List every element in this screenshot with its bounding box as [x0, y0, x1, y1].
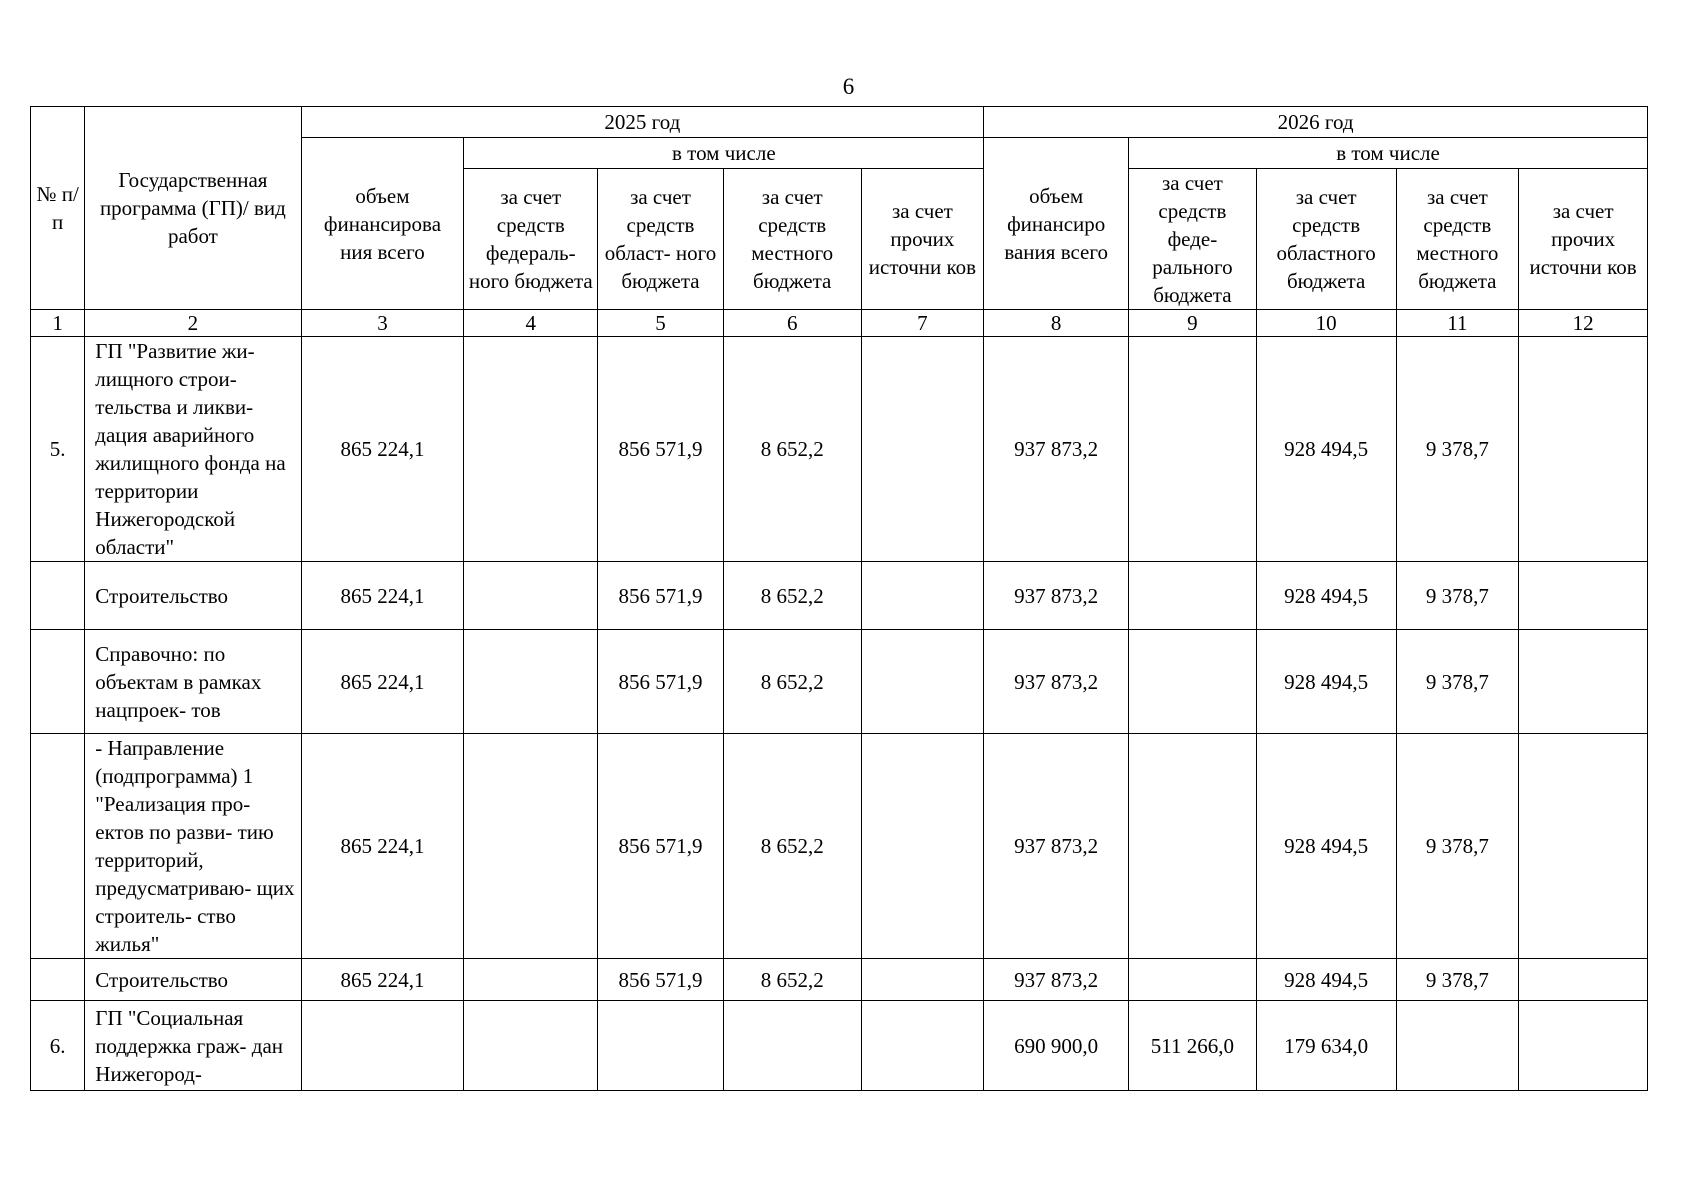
row-value-col-5: 856 571,9: [598, 959, 724, 1001]
row-value-col-5: [598, 1001, 724, 1091]
header-2025-regional: за счет средств област- ного бюджета: [598, 169, 724, 310]
row-value-col-9: [1129, 562, 1257, 630]
row-value-col-3: 865 224,1: [301, 562, 464, 630]
table-row: [31, 337, 1648, 562]
column-index-cell: 4: [464, 310, 598, 337]
header-2025-total: объем финансирова ния всего: [301, 138, 464, 310]
row-value-col-7: [861, 734, 984, 959]
row-value-col-10: 928 494,5: [1256, 734, 1396, 959]
row-value-col-12: [1519, 1001, 1648, 1091]
row-value-col-7: [861, 630, 984, 734]
header-2026-federal: за счет средств феде- рального бюджета: [1129, 169, 1257, 310]
row-value-col-12: [1519, 734, 1648, 959]
column-index-cell: 3: [301, 310, 464, 337]
row-value-col-10: 928 494,5: [1256, 562, 1396, 630]
row-value-col-11: 9 378,7: [1396, 734, 1519, 959]
column-index-cell: 7: [861, 310, 984, 337]
row-value-col-5: 856 571,9: [598, 337, 724, 562]
row-program-name: Справочно: по объектам в рамках нацпроек- тов: [85, 630, 301, 734]
row-number: 5.: [31, 337, 85, 562]
row-value-col-12: [1519, 562, 1648, 630]
column-index-cell: 10: [1256, 310, 1396, 337]
row-value-col-10: 179 634,0: [1256, 1001, 1396, 1091]
row-number: [31, 630, 85, 734]
row-value-col-5: 856 571,9: [598, 630, 724, 734]
row-value-col-3: 865 224,1: [301, 337, 464, 562]
row-value-col-3: [301, 1001, 464, 1091]
row-value-col-11: 9 378,7: [1396, 959, 1519, 1001]
row-program-name: - Направление (подпрограмма) 1 "Реализация про- ектов по разви- тию территорий, предусматриваю- щих строитель- ство жилья": [85, 734, 301, 959]
row-value-col-4: [464, 959, 598, 1001]
row-number: [31, 734, 85, 959]
column-index-row: [31, 310, 1648, 337]
row-program-name: Строительство: [85, 562, 301, 630]
row-number: [31, 562, 85, 630]
row-value-col-4: [464, 562, 598, 630]
row-value-col-6: 8 652,2: [723, 959, 861, 1001]
row-value-col-8: 937 873,2: [984, 630, 1129, 734]
column-index-cell: 8: [984, 310, 1129, 337]
row-value-col-11: 9 378,7: [1396, 562, 1519, 630]
row-value-col-11: 9 378,7: [1396, 630, 1519, 734]
row-value-col-8: 937 873,2: [984, 959, 1129, 1001]
row-number: [31, 959, 85, 1001]
row-value-col-9: [1129, 959, 1257, 1001]
row-value-col-8: 937 873,2: [984, 734, 1129, 959]
row-value-col-12: [1519, 337, 1648, 562]
row-value-col-4: [464, 630, 598, 734]
row-program-name: ГП "Развитие жи- лищного строи- тельства и ликви- дация аварийного жилищного фонда на территории Нижегородской области": [85, 337, 301, 562]
row-value-col-7: [861, 562, 984, 630]
row-value-col-3: 865 224,1: [301, 630, 464, 734]
column-index-cell: 1: [31, 310, 85, 337]
row-value-col-7: [861, 1001, 984, 1091]
row-value-col-10: 928 494,5: [1256, 630, 1396, 734]
row-value-col-10: 928 494,5: [1256, 959, 1396, 1001]
row-value-col-9: [1129, 734, 1257, 959]
header-2025-other: за счет прочих источни ков: [861, 169, 984, 310]
row-value-col-5: 856 571,9: [598, 734, 724, 959]
row-value-col-4: [464, 1001, 598, 1091]
row-value-col-12: [1519, 959, 1648, 1001]
row-value-col-3: 865 224,1: [301, 734, 464, 959]
header-year-2026: 2026 год: [984, 107, 1648, 138]
header-2025-including: в том числе: [464, 138, 984, 169]
column-index-cell: 2: [85, 310, 301, 337]
header-2025-federal: за счет средств федераль- ного бюджета: [464, 169, 598, 310]
row-value-col-9: 511 266,0: [1129, 1001, 1257, 1091]
row-value-col-11: 9 378,7: [1396, 337, 1519, 562]
row-value-col-6: 8 652,2: [723, 630, 861, 734]
column-index-cell: 11: [1396, 310, 1519, 337]
row-value-col-11: [1396, 1001, 1519, 1091]
row-value-col-9: [1129, 630, 1257, 734]
row-value-col-8: 690 900,0: [984, 1001, 1129, 1091]
header-2026-local: за счет средств местного бюджета: [1396, 169, 1519, 310]
header-2025-local: за счет средств местного бюджета: [723, 169, 861, 310]
row-value-col-9: [1129, 337, 1257, 562]
row-value-col-8: 937 873,2: [984, 562, 1129, 630]
row-value-col-4: [464, 734, 598, 959]
header-2026-other: за счет прочих источни ков: [1519, 169, 1648, 310]
column-index-cell: 12: [1519, 310, 1648, 337]
row-value-col-10: 928 494,5: [1256, 337, 1396, 562]
header-2026-including: в том числе: [1129, 138, 1648, 169]
row-value-col-6: 8 652,2: [723, 337, 861, 562]
row-value-col-6: 8 652,2: [723, 562, 861, 630]
column-index-cell: 5: [598, 310, 724, 337]
header-col-no: № п/ п: [31, 107, 85, 310]
row-value-col-4: [464, 337, 598, 562]
header-year-2025: 2025 год: [301, 107, 984, 138]
row-value-col-7: [861, 959, 984, 1001]
header-2026-regional: за счет средств областного бюджета: [1256, 169, 1396, 310]
table-row: [31, 562, 1648, 630]
budget-table: [30, 106, 1648, 1091]
page-number: 6: [842, 74, 855, 99]
row-program-name: Строительство: [85, 959, 301, 1001]
row-value-col-8: 937 873,2: [984, 337, 1129, 562]
row-program-name: ГП "Социальная поддержка граж- дан Нижегород-: [85, 1001, 301, 1091]
column-index-cell: 9: [1129, 310, 1257, 337]
row-number: 6.: [31, 1001, 85, 1091]
row-value-col-6: 8 652,2: [723, 734, 861, 959]
header-2026-total: объем финансиро вания всего: [984, 138, 1129, 310]
table-row: [31, 734, 1648, 959]
table-row: [31, 959, 1648, 1001]
table-row: [31, 1001, 1648, 1091]
row-value-col-5: 856 571,9: [598, 562, 724, 630]
row-value-col-6: [723, 1001, 861, 1091]
row-value-col-12: [1519, 630, 1648, 734]
table-row: [31, 630, 1648, 734]
row-value-col-7: [861, 337, 984, 562]
row-value-col-3: 865 224,1: [301, 959, 464, 1001]
column-index-cell: 6: [723, 310, 861, 337]
header-col-program: Государственная программа (ГП)/ вид работ: [85, 107, 301, 310]
